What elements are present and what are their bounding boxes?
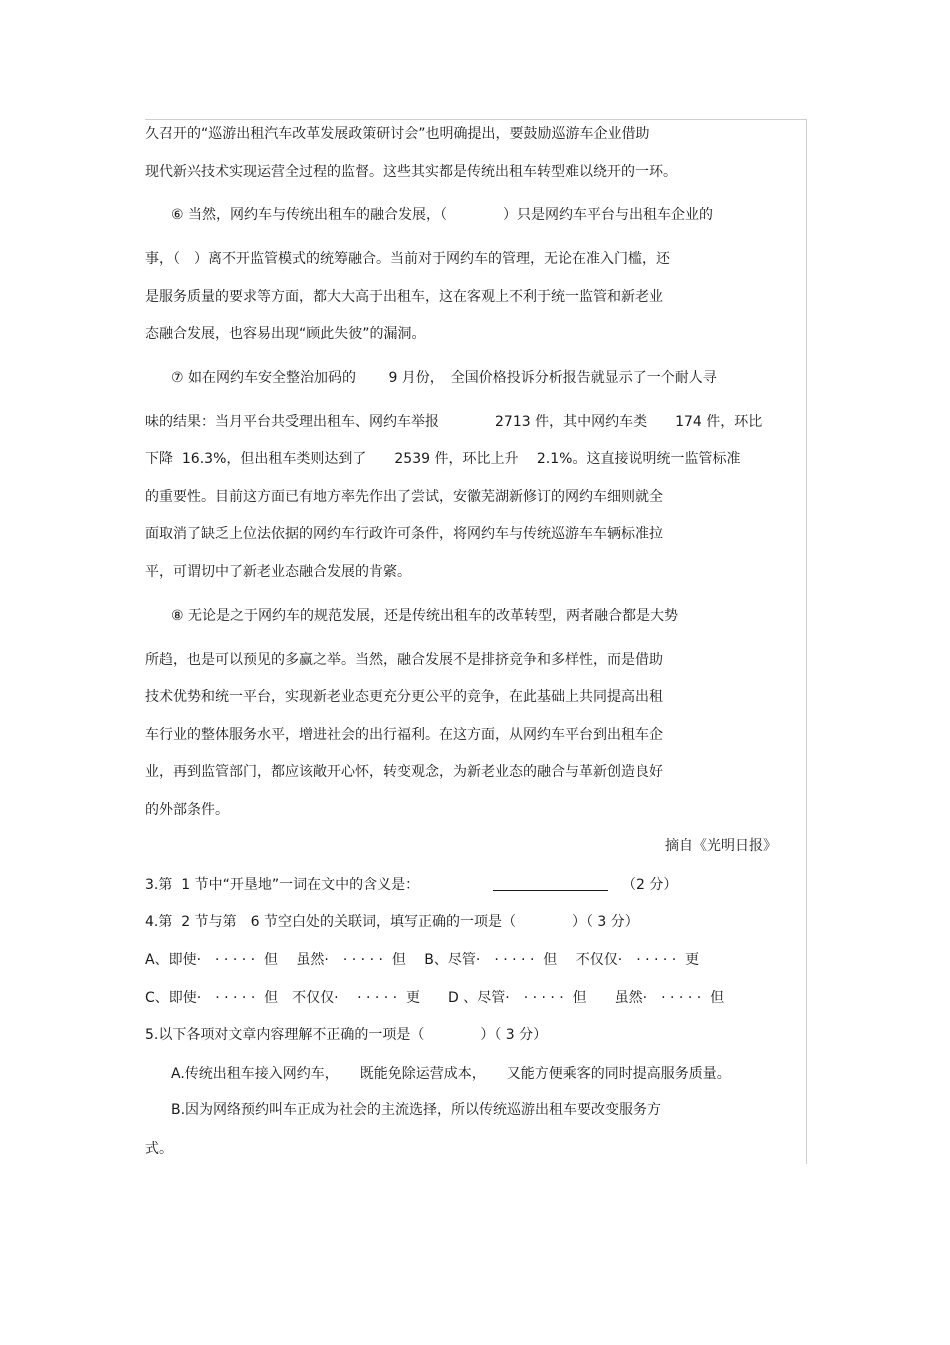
question-3: [145, 876, 419, 894]
paragraph-8-line-5: 业，再到监管部门，都应该敞开心怀，转变观念，为新老业态的融合与革新创造良好: [145, 764, 663, 780]
paragraph-6-line-2: 事，（ ）离不开监管模式的统筹融合。当前对于网约车的管理，无论在准入门槛，还: [145, 251, 670, 267]
paragraph-7-line-6: 平，可谓切中了新老业态融合发展的肯綮。: [145, 564, 411, 580]
paragraph-8-line-6: 的外部条件。: [145, 802, 229, 818]
question-4-options-ab: A、即使· · · · · · 但 虽然· · · · · · 但 B、尽管· · · · · · 但 不仅仅· · · · · · 更: [145, 952, 700, 968]
paragraph-7-line-3: 下降 16.3%，但出租车类则达到了 2539 件，环比上升 2.1%。这直接说明统一监管标准: [145, 451, 741, 467]
question-5: 5.以下各项对文章内容理解不正确的一项是（ ）（ 3 分）: [145, 1027, 548, 1043]
paragraph-7-line-5: 面取消了缺乏上位法依据的网约车行政许可条件，将网约车与传统巡游车车辆标准拉: [145, 526, 663, 542]
page-frame-right: [806, 119, 807, 1164]
question-5-option-b-line-2: 式。: [145, 1141, 173, 1157]
paragraph-5-line-2: 现代新兴技术实现运营全过程的监督。这些其实都是传统出租车转型难以绕开的一环。: [145, 164, 677, 180]
paragraph-8-line-4: 车行业的整体服务水平，增进社会的出行福利。在这方面，从网约车平台到出租车企: [145, 727, 663, 743]
question-3-score: （2 分）: [622, 877, 678, 893]
paragraph-7-line-1: ⑦ 如在网约车安全整治加码的 9 月份， 全国价格投诉分析报告就显示了一个耐人寻: [171, 370, 717, 386]
paragraph-8-line-2: 所趋，也是可以预见的多赢之举。当然，融合发展不是排挤竞争和多样性，而是借助: [145, 652, 663, 668]
paragraph-7-line-2: 味的结果：当月平台共受理出租车、网约车举报 2713 件，其中网约车类 174 件，环比: [145, 414, 763, 430]
paragraph-8-line-1: ⑧ 无论是之于网约车的规范发展，还是传统出租车的改革转型，两者融合都是大势: [171, 608, 678, 624]
page-frame-top: [145, 119, 806, 120]
source-citation: 摘自《光明日报》: [665, 838, 777, 854]
paragraph-6-line-1: ⑥ 当然，网约车与传统出租车的融合发展，（ ）只是网约车平台与出租车企业的: [171, 207, 713, 223]
question-5-option-a: A.传统出租车接入网约车， 既能免除运营成本， 又能方便乘客的同时提高服务质量。: [171, 1066, 731, 1082]
question-3-answer-blank[interactable]: [493, 876, 608, 894]
question-4: 4.第 2 节与第 6 节空白处的关联词，填写正确的一项是（ ）（ 3 分）: [145, 914, 639, 930]
paragraph-7-line-4: 的重要性。目前这方面已有地方率先作出了尝试，安徽芜湖新修订的网约车细则就全: [145, 489, 663, 505]
paragraph-6-line-4: 态融合发展，也容易出现“顾此失彼”的漏洞。: [145, 326, 426, 342]
paragraph-8-line-3: 技术优势和统一平台，实现新老业态更充分更公平的竞争，在此基础上共同提高出租: [145, 689, 663, 705]
paragraph-6-line-3: 是服务质量的要求等方面，都大大高于出租车，这在客观上不利于统一监管和新老业: [145, 289, 663, 305]
paragraph-5-line-1: 久召开的“巡游出租汽车改革发展政策研讨会”也明确提出，要鼓励巡游车企业借助: [145, 126, 650, 142]
question-4-options-cd: C、即使· · · · · · 但 不仅仅· · · · · · 更 D 、尽管· · · · · · 但 虽然· · · · · · 但: [145, 990, 725, 1006]
question-3-text: 3.第 1 节中“开垦地”一词在文中的含义是：: [145, 877, 420, 893]
question-5-option-b-line-1: B.因为网络预约叫车正成为社会的主流选择，所以传统巡游出租车要改变服务方: [171, 1102, 662, 1118]
